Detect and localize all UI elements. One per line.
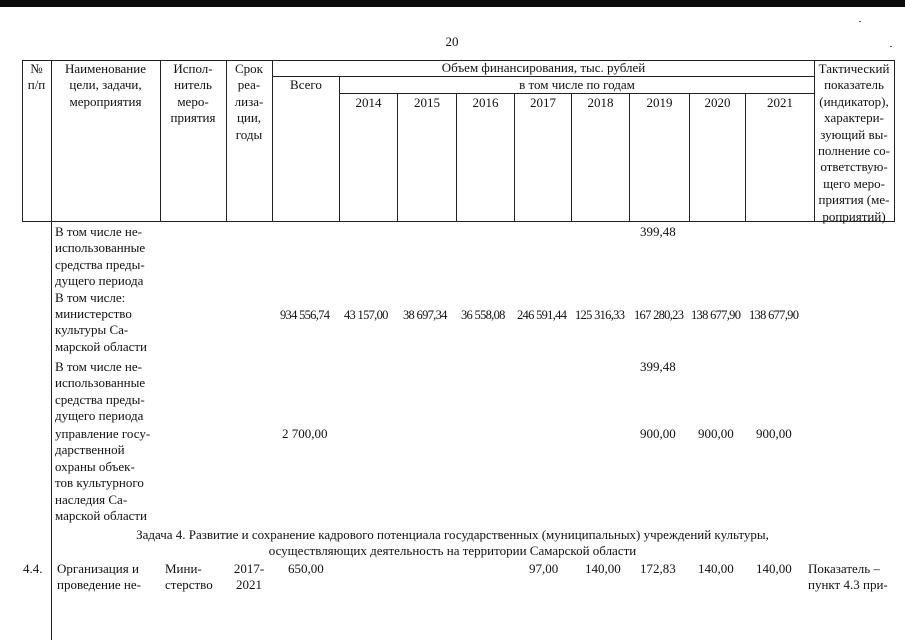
table-header-bottom: [22, 221, 894, 222]
value-2016: 36 558,08: [461, 308, 505, 322]
value-2019: 172,83: [640, 561, 676, 576]
header-name: Наименование цели, задачи, мероприятия: [65, 61, 146, 109]
header-term: Срок реа- лиза- ции, годы: [234, 61, 264, 142]
header-executor: Испол- нитель меро- приятия: [170, 61, 216, 126]
col-border: [456, 93, 457, 222]
item-name: Организация и проведение не-: [57, 561, 141, 593]
value-2018: 125 316,33: [575, 308, 625, 322]
header-year: 2015: [414, 95, 440, 110]
row-label-unused-funds: В том числе не- использованные средства преды- дущего периода: [55, 224, 146, 289]
scan-speck: [859, 21, 861, 22]
header-year: 2019: [646, 95, 673, 110]
scan-speck: [890, 46, 892, 47]
value-2019: 399,48: [640, 224, 676, 239]
col-border: [514, 93, 515, 222]
header-total: Всего: [290, 77, 322, 92]
value-total: 650,00: [288, 561, 324, 576]
value-2017: 246 591,44: [517, 308, 567, 322]
row-label-heritage: управление госу- дарственной охраны объек- тов культурного наследия Са- марской области: [55, 426, 151, 524]
col-border: [894, 60, 895, 222]
value-2021: 140,00: [756, 561, 792, 576]
header-indicator: Тактический показатель (индикатор), характери- зующий вы- полнение со- ответствую- щего меро- приятия (ме- роприятий): [817, 61, 891, 224]
scan-top-edge: [0, 0, 905, 7]
value-2019: 167 280,23: [634, 308, 684, 322]
value-total: 2 700,00: [282, 426, 328, 441]
value-2020: 138 677,90: [691, 308, 741, 322]
value-2015: 38 697,34: [403, 308, 447, 322]
header-year: 2016: [472, 95, 499, 110]
value-2019: 900,00: [640, 426, 676, 441]
item-number: 4.4.: [23, 561, 43, 576]
value-2020: 900,00: [698, 426, 734, 441]
header-number: № п/п: [27, 61, 46, 93]
value-total: 934 556,74: [280, 308, 330, 322]
value-2020: 140,00: [698, 561, 734, 576]
header-year: 2021: [767, 95, 793, 110]
task-heading: Задача 4. Развитие и сохранение кадрового потенциала государственных (муниципальных) учреждений культуры,: [136, 527, 769, 542]
row-label-ministry: министерство культуры Са- марской области: [55, 306, 147, 354]
col-border: [745, 93, 746, 222]
header-year: 2020: [704, 95, 731, 110]
value-2019: 399,48: [640, 359, 676, 374]
row-label-unused-funds: В том числе не- использованные средства преды- дущего периода: [55, 359, 146, 424]
page-number: 20: [445, 34, 459, 49]
header-years-group: в том числе по годам: [519, 77, 635, 92]
value-2021: 900,00: [756, 426, 792, 441]
header-year: 2014: [355, 95, 382, 110]
task-heading: осуществляющих деятельность на территории Самарской области: [268, 543, 637, 558]
value-2014: 43 157,00: [344, 308, 388, 322]
value-2017: 97,00: [529, 561, 559, 576]
item-executor: Мини- стерство: [165, 561, 213, 593]
header-year: 2018: [587, 95, 614, 110]
col-border: [689, 93, 690, 222]
row-label-including: В том числе:: [55, 290, 126, 305]
header-financing: Объем финансирования, тыс. рублей: [441, 60, 646, 75]
item-indicator: Показатель – пункт 4.3 при-: [808, 561, 888, 593]
col-border: [397, 93, 398, 222]
col-border: [629, 93, 630, 222]
value-2018: 140,00: [585, 561, 621, 576]
header-year: 2017: [530, 95, 556, 110]
item-term: 2017- 2021: [233, 561, 265, 593]
col-border: [571, 93, 572, 222]
value-2021: 138 677,90: [749, 308, 799, 322]
